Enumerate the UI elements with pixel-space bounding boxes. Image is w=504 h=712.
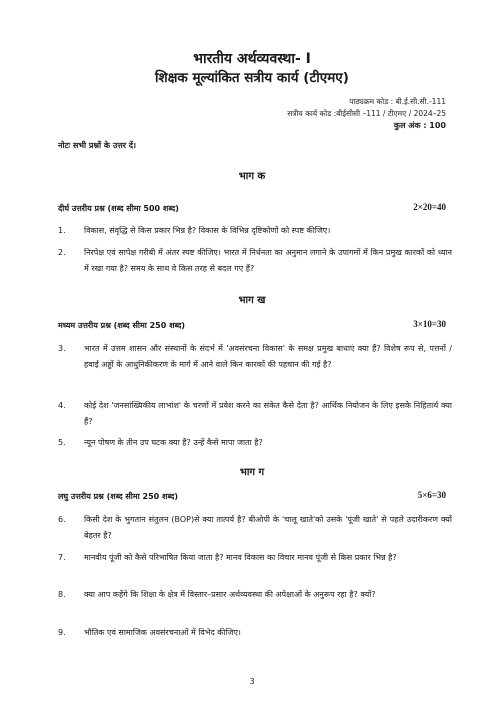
question-item: [58, 223, 452, 239]
part-b-title: भाग ख: [238, 295, 266, 306]
question-number: 1.: [58, 226, 66, 235]
question-item: [58, 341, 452, 373]
question-text: न्यून पोषण के तीन उप घटक क्या हैं? उन्हें कैसे मापा जाता है?: [84, 438, 263, 447]
question-number: 5.: [58, 438, 66, 447]
question-text: भौतिक एवं सामाजिक अवसंरचनाओं में विभेद कीजिए।: [84, 628, 241, 637]
part-b-heading: मध्यम उत्तरीय प्रश्न (शब्द सीमा 250 शब्द): [58, 321, 186, 330]
question-item: [58, 550, 452, 566]
assignment-title: शिक्षक मूल्यांकित सत्रीय कार्य (टीएमए): [155, 70, 349, 86]
question-number: 4.: [58, 401, 66, 410]
part-c-marks: 5×6=30: [417, 490, 446, 500]
question-item: [58, 512, 452, 544]
total-marks: कुल अंक : 100: [393, 121, 446, 130]
course-code: पाठ्यक्रम कोड : बी.ई.सी.सी.-111: [349, 97, 446, 106]
question-text: विकास, संवृद्धि से किस प्रकार भिन्न है? विकास के विभिन्न दृष्टिकोणों को स्पष्ट कीजिए।: [84, 226, 331, 235]
course-title: भारतीय अर्थव्यवस्था- I: [193, 51, 311, 67]
page-number: 3: [249, 677, 255, 686]
assignment-code: सत्रीय कार्य कोड :बीईसीसी –111 / टीएमए / 2024–25: [287, 109, 446, 118]
part-a-title: भाग क: [238, 171, 266, 182]
question-text: निरपेक्ष एवं सापेक्ष गरीबी में अंतर स्पष्ट कीजिए। भारत में निर्धनता का अनुमान लगाने के उपागमों में किन प्रमुख कारकों को ध्यान में रखा गया है? समय के साथ वे किस तरह से बदल गए हैं?: [84, 248, 452, 273]
part-b-marks: 3×10=30: [413, 319, 446, 329]
question-number: 8.: [58, 590, 66, 599]
question-item: [58, 625, 452, 641]
part-a-heading: दीर्घ उत्तरीय प्रश्न (शब्द सीमा 500 शब्द): [58, 204, 179, 213]
question-number: 2.: [58, 248, 66, 257]
part-c-heading: लघु उत्तरीय प्रश्न (शब्द सीमा 250 शब्द): [58, 492, 179, 501]
question-item: [58, 398, 452, 430]
question-text: मानवीय पूंजी को कैसे परिभाषित किया जाता है? मानव विकास का विचार मानव पूंजी से किस प्रकार भिन्न है?: [84, 553, 397, 562]
question-text: क्या आप कहेंगे कि शिक्षा के क्षेत्र में विस्तार–प्रसार अर्थव्यवस्था की अपेक्षाओं के अनुरूप रहा है? क्यों?: [84, 590, 376, 599]
part-a-marks: 2×20=40: [413, 202, 446, 212]
question-item: [58, 245, 452, 277]
instruction-note: नोटः सभी प्रश्नों के उत्तर दें।: [58, 141, 137, 150]
part-c-title: भाग ग: [239, 467, 265, 478]
question-item: [58, 587, 452, 603]
question-text: किसी देश के भुगतान संतुलन (BOP)से क्या तात्पर्य है? बीओपी के 'चालू खाते'को उसके 'पूंजी खाते' से पहले उदारीकरण क्यों बेहतर है?: [84, 515, 452, 540]
question-number: 7.: [58, 553, 66, 562]
question-text: भारत में उत्तम शासन और संस्थानों के संदर्भ में 'अवसंरचना विकास' के समक्ष प्रमुख बाधाएं क्या हैं? विशेष रूप से, पत्तनों / हवाई अड्डों के आधुनिकीकरण के मार्ग में आने वाले किन कारकों की पहचान की गई है?: [84, 344, 452, 369]
question-number: 6.: [58, 515, 66, 524]
question-text: कोई देश 'जनसांख्यिकीय लाभांश' के चरणों में प्रवेश करने का संकेत कैसे देता है? आर्थिक नियोजन के लिए इसके निहितार्थ क्या हैं?: [84, 401, 452, 426]
question-number: 9.: [58, 628, 66, 637]
question-number: 3.: [58, 344, 66, 353]
question-item: [58, 435, 452, 451]
